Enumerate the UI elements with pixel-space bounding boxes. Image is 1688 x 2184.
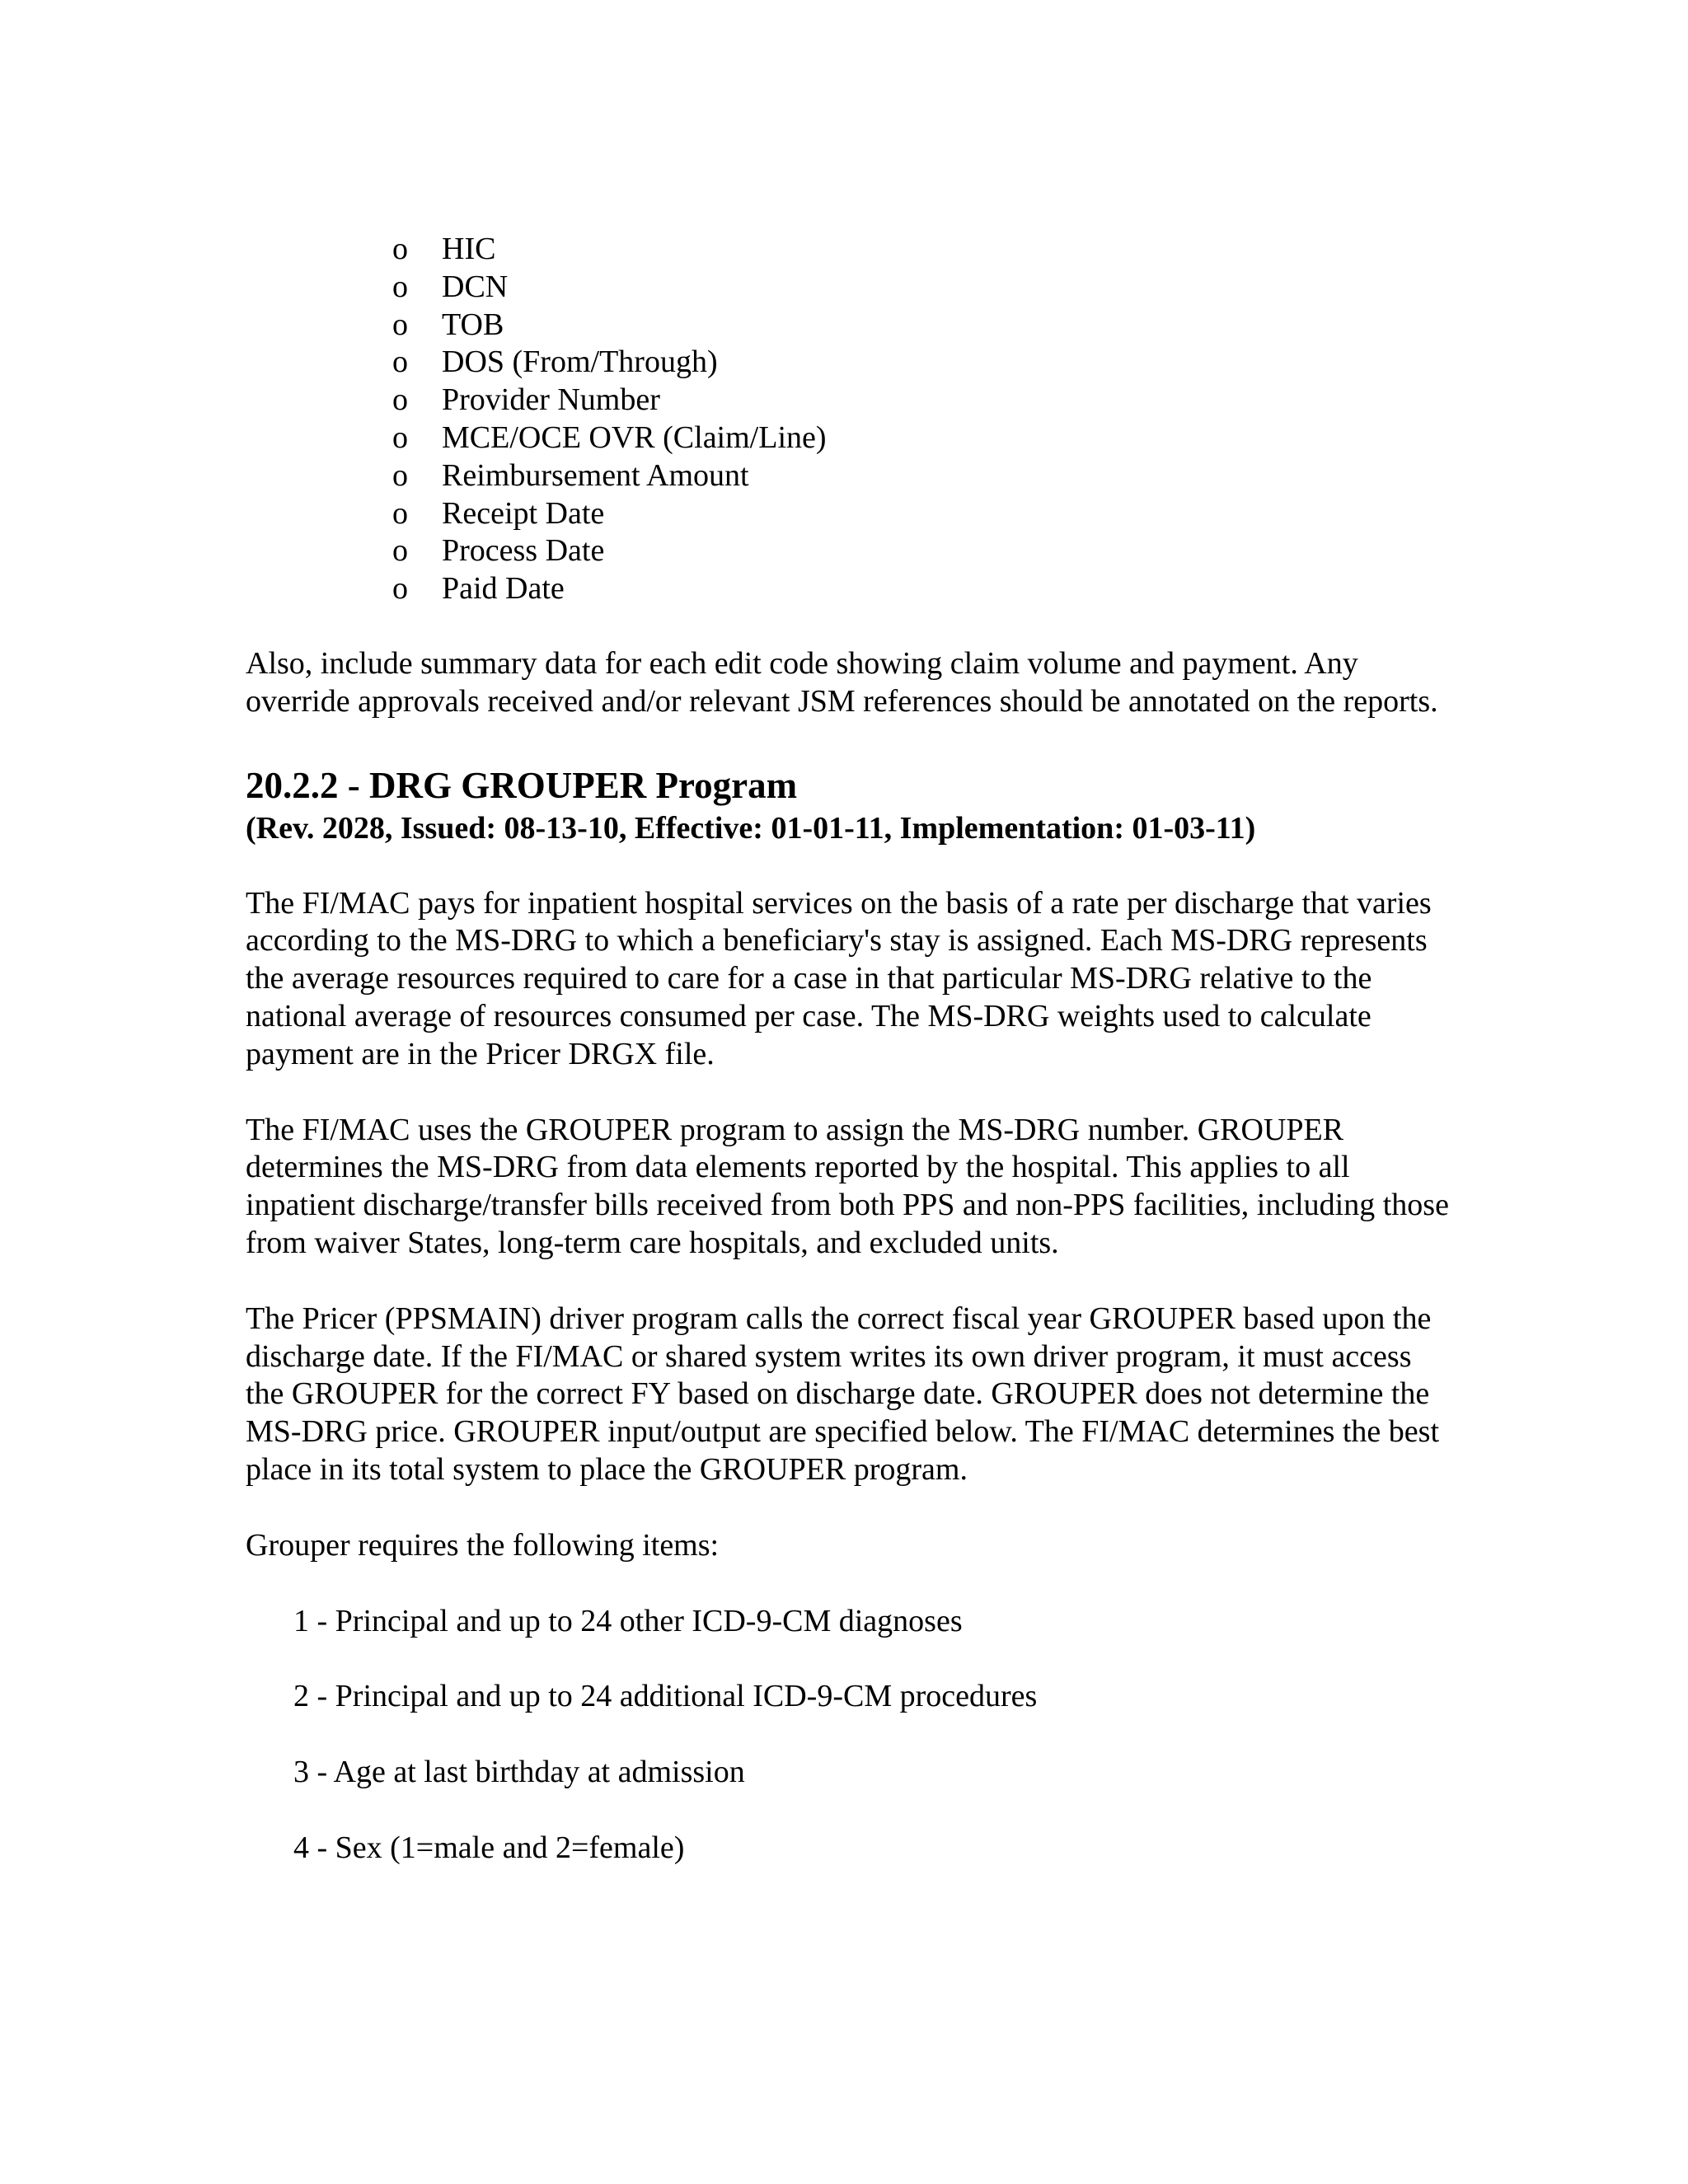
bullet-marker: o [392, 571, 408, 607]
grouper-requirements-intro: Grouper requires the following items: [246, 1527, 720, 1563]
bullet-text: DOS (From/Through) [442, 344, 718, 380]
bullet-item-reimbursement-amount [392, 457, 1449, 495]
requirement-age: 3 - Age at last birthday at admission [293, 1755, 745, 1790]
bullet-marker: o [392, 533, 408, 569]
requirement-procedures: 2 - Principal and up to 24 additional ICD-9-CM procedures [293, 1679, 1038, 1714]
bullet-item-process-date [392, 532, 1449, 570]
bullet-marker: o [392, 307, 408, 342]
summary-data-paragraph: Also, include summary data for each edit code showing claim volume and payment. Any override approvals received and/or relevant JSM references should be annotated on the reports. [246, 645, 1438, 719]
pricer-driver-paragraph: The Pricer (PPSMAIN) driver program calls the correct fiscal year GROUPER based upon the discharge date. If the FI/MAC or shared system writes its own driver program, it must access the GROUPER for the correct FY based on discharge date. GROUPER does not determine the MS-DRG price. GROUPER input/output are specified below. The FI/MAC determines the best place in its total system to place the GROUPER program. [246, 1301, 1440, 1487]
requirement-sex: 4 - Sex (1=male and 2=female) [293, 1830, 685, 1865]
bullet-marker: o [392, 382, 408, 418]
bullet-item-provider-number [392, 382, 1449, 419]
bullet-item-paid-date [392, 570, 1449, 608]
bullet-text: HIC [442, 232, 496, 266]
page-content [246, 231, 1449, 1868]
grouper-assignment-paragraph: The FI/MAC uses the GROUPER program to assign the MS-DRG number. GROUPER determines the MS-DRG from data elements reported by the hospital. This applies to all inpatient discharge/transfer bills received from both PPS and non-PPS facilities, including those from waiver States, long-term care hospitals, and excluded units. [246, 1112, 1449, 1260]
bullet-marker: o [392, 232, 408, 266]
bullet-text: Receipt Date [442, 495, 605, 531]
bullet-text: Paid Date [442, 571, 565, 607]
bullet-text: Provider Number [442, 382, 660, 418]
bullet-item-hic [392, 231, 1449, 269]
payment-basis-paragraph: The FI/MAC pays for inpatient hospital services on the basis of a rate per discharge that varies according to the MS-DRG to which a beneficiary's stay is assigned. Each MS-DRG represents the average resources required to care for a case in that particular MS-DRG relative to the national average of resources consumed per case. The MS-DRG weights used to calculate payment are in the Pricer DRGX file. [246, 885, 1432, 1071]
bullet-marker: o [392, 495, 408, 531]
bullet-marker: o [392, 419, 408, 455]
field-bullet-list [246, 231, 1449, 608]
bullet-item-dos [392, 344, 1449, 382]
revision-line: (Rev. 2028, Issued: 08-13-10, Effective: 01-01-11, Implementation: 01-03-11) [246, 810, 1256, 846]
bullet-text: MCE/OCE OVR (Claim/Line) [442, 419, 827, 455]
bullet-item-dcn [392, 269, 1449, 307]
bullet-item-receipt-date [392, 495, 1449, 533]
bullet-item-mce-oce-ovr [392, 419, 1449, 457]
bullet-marker: o [392, 344, 408, 380]
bullet-marker: o [392, 269, 408, 304]
bullet-item-tob [392, 307, 1449, 344]
grouper-requirements-list [246, 1603, 1449, 1868]
bullet-marker: o [392, 457, 408, 493]
bullet-text: Process Date [442, 533, 605, 569]
bullet-text: DCN [442, 269, 509, 304]
bullet-text: TOB [442, 307, 504, 342]
bullet-text: Reimbursement Amount [442, 457, 749, 493]
requirement-diagnoses: 1 - Principal and up to 24 other ICD-9-CM diagnoses [293, 1603, 963, 1638]
section-heading: 20.2.2 - DRG GROUPER Program [246, 764, 798, 806]
